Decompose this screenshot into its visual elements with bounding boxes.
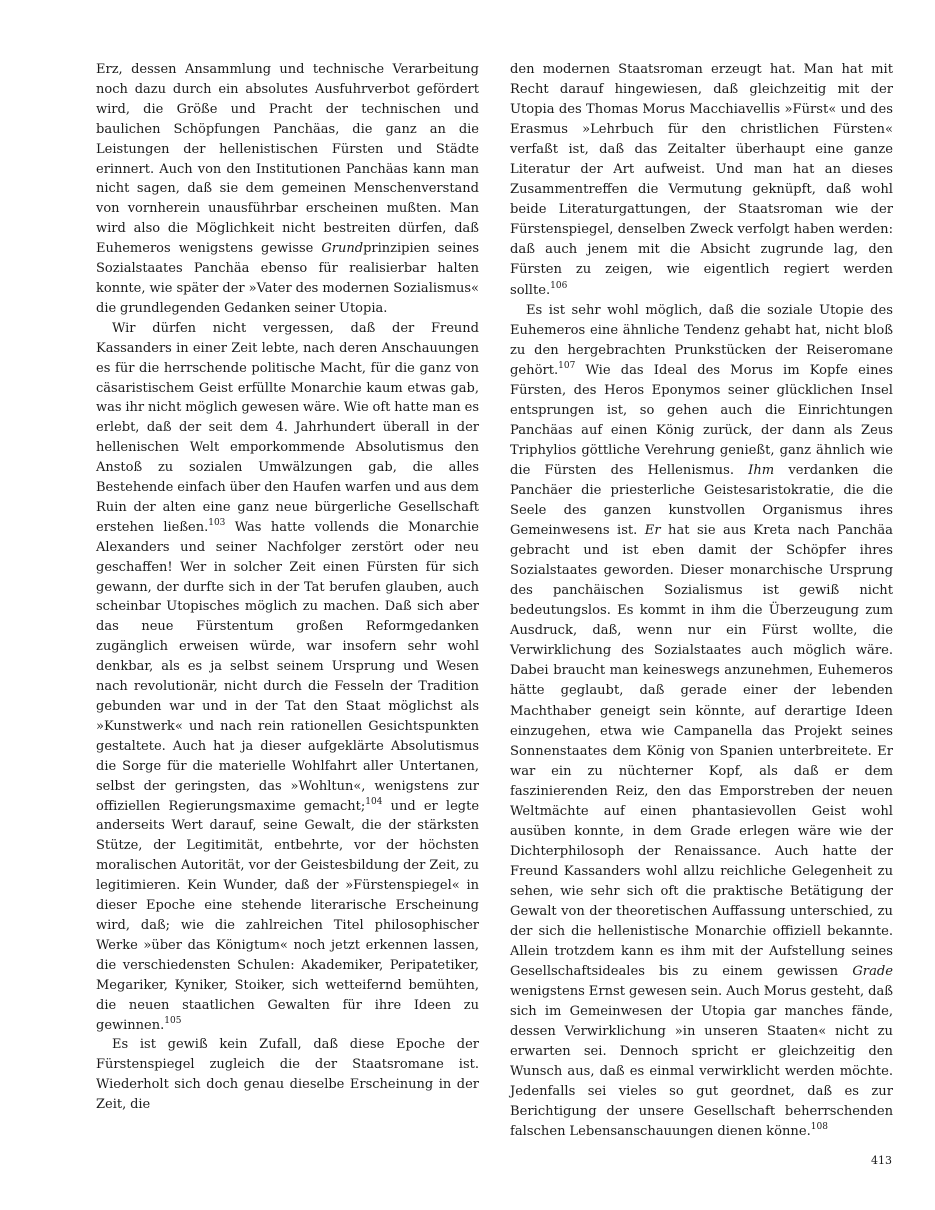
text-run: Es ist gewiß kein Zufall, daß diese Epoche der Fürstenspiegel zugleich die der Staatsromane ist. Wiederholt sich doch genau dieselbe Erscheinung in der Zeit, die (96, 1037, 479, 1113)
text-run: wenigstens Ernst gewesen sein. Auch Morus gesteht, daß sich im Gemeinwesen der Utopia gar manches fände, dessen Verwirklichung »in unseren Staaten« nicht zu erwarten sei. Dennoch spricht er gleichzeitig den Wunsch aus, daß es einmal verwirklicht werden möchte. Jedenfalls sei vieles so gut geordnet, daß es zur Berichtigung der unsere Gesellschaft beherrschenden falschen Lebensanschauungen dienen könne. (510, 984, 893, 1140)
paragraph (510, 60, 893, 301)
text-run: Was hatte vollends die Monarchie Alexanders und seiner Nachfolger zerstört oder neu geschaffen! Wer in solcher Zeit einen Fürsten für sich gewann, der durfte sich in der Tat berufen glauben, auch scheinbar Utopisches möglich zu machen. Daß sich aber das neue Fürstentum großen Reformgedanken zugänglich erweisen würde, war insofern sehr wohl denkbar, als es ja selbst seinem Ursprung und Wesen nach revolutionär, nicht durch die Fesseln der Tradition gebunden war und in der Tat den Staat möglichst als »Kunstwerk« und nach rein rationellen Gesichtspunkten gestaltete. Auch hat ja dieser aufgeklärte Absolutismus die Sorge für die materielle Wohlfahrt aller Untertanen, selbst der geringsten, das »Wohltun«, wenigstens zur offiziellen Regierungsmaxime gemacht; (96, 519, 479, 814)
emphasis: Er (644, 523, 661, 539)
text-run: verdanken die Panchäer die priesterliche Geistesaristokratie, die die Seele des ganzen kunstvollen Organismus ihres Gemeinwesens ist. (510, 462, 894, 539)
footnote-marker: 106 (550, 280, 568, 291)
text-run: und er legte anderseits Wert darauf, seine Gewalt, die der stärksten Stütze, der Legitimität, entbehrte, vor der höchsten moralischen Autorität, vor der Geistesbildung der Zeit, zu legitimieren. Kein Wunder, daß der »Fürstenspiegel« in dieser Epoche eine stehende literarische Erscheinung wird, daß; wie die zahlreichen Titel philosophischer Werke »über das Königtum« noch jetzt erkennen lassen, die verschiedensten Schulen: Akademiker, Peripatetiker, Megariker, Kyniker, Stoiker, sich wetteifernd bemühten, die neuen staatlichen Gewalten für ihre Ideen zu gewinnen. (96, 798, 480, 1033)
footnote-marker: 103 (208, 517, 226, 528)
text-run: hat sie aus Kreta nach Panchäa gebracht und ist eben damit der Schöpfer ihres Sozialstaates geworden. Dieser monarchische Ursprung des panchäischen Sozialismus ist gewiß nicht bedeutungslos. Es kommt in ihm die Überzeugung zum Ausdruck, daß, wenn nur ein Fürst wollte, die Verwirklichung des Sozialstaates auch möglich wäre. Dabei braucht man keineswegs anzunehmen, Euhemeros hätte geglaubt, daß gerade einer der lebenden Machthaber geneigt sein könnte, auf derartige Ideen einzugehen, etwa wie Campanella das Projekt seines Sonnenstaates dem König von Spanien unterbreitete. Er war ein zu nüchterner Kopf, als daß er dem faszinierenden Reiz, den das Emporstreben der neuen Weltmächte auf einen phantasievollen Geist wohl ausüben konnte, in dem Grade erlegen wäre wie der Dichterphilosoph der Renaissance. Auch hatte der Freund Kassanders wohl allzu reichliche Gelegenheit zu sehen, wie sehr sich oft die praktische Betätigung der Gewalt von der theoretischen Auffassung unterschied, zu der sich die hellenistische Monarchie offiziell bekannte. Allein trotzdem kann es ihm mit der Aufstellung seines Gesellschaftsideales bis zu einem gewissen (510, 523, 893, 980)
footnote-marker: 108 (810, 1122, 828, 1133)
text-run: Es ist sehr wohl möglich, daß die soziale Utopie des Euhemeros eine ähnliche Tendenz gehabt hat, nicht bloß zu den hergebrachten Prunkstücken der Reiseromane gehört. (510, 302, 893, 378)
paragraph (96, 319, 479, 1036)
text-run: den modernen Staatsroman erzeugt hat. Man hat mit Recht darauf hingewiesen, daß gleichzeitig mit der Utopia des Thomas Morus Macchiavellis »Fürst« und des Erasmus »Lehrbuch für den christlichen Fürsten« verfaßt ist, daß das Zeitalter überhaupt eine ganze Literatur der Art aufweist. Und man hat an dieses Zusammentreffen die Vermutung geknüpft, daß wohl beide Literaturgattungen, der Staatsroman wie der Fürstenspiegel, denselben Zweck verfolgt haben werden: daß auch jenem mit die Absicht zugrunde lag, den Fürsten zu zeigen, wie eigentlich regiert werden sollte. (510, 62, 893, 298)
emphasis: Ihm (748, 462, 775, 478)
text-run: Wir dürfen nicht vergessen, daß der Freund Kassanders in einer Zeit lebte, nach deren Anschauungen es für die herrschende politische Macht, für die ganz von cäsaristischem Geist erfüllte Monarchie kaum etwas gab, was ihr nicht möglich gewesen wäre. Wie oft hatte man es erlebt, daß der seit dem 4. Jahrhundert überall in der hellenischen Welt emporkommende Absolutismus den Anstoß zu sozialen Umwälzungen gab, die alles Bestehende einfach über den Haufen warfen und aus dem Ruin der alten eine ganz neue bürgerliche Gesellschaft erstehen ließen. (96, 320, 479, 535)
text-run: Wie das Ideal des Morus im Kopfe eines Fürsten, des Heros Eponymos seiner glücklichen Insel entsprungen ist, so gehen auch die Einrichtungen Panchäas auf einen König zurück, der dann als Zeus Triphylios göttliche Verehrung genießt, ganz ähnlich wie die Fürsten des Hellenismus. (510, 362, 893, 478)
right-column (510, 60, 893, 1143)
paragraph (96, 60, 479, 319)
footnote-marker: 107 (558, 360, 576, 371)
page-number: 413 (871, 1154, 892, 1167)
footnote-marker: 105 (164, 1015, 182, 1026)
left-column (96, 60, 479, 1115)
paragraph (96, 1035, 479, 1115)
footnote-marker: 104 (365, 796, 383, 807)
paragraph (510, 301, 893, 1143)
emphasis: Grade (852, 964, 893, 980)
emphasis: Grund (321, 241, 364, 257)
text-run: prinzipien seines Sozialstaates Panchäa ebenso für realisierbar halten konnte, wie später der »Vater des modernen Sozialismus« die grundlegenden Gedanken seiner Utopia. (96, 241, 479, 316)
text-run: Erz, dessen Ansammlung und technische Verarbeitung noch dazu durch ein absolutes Ausfuhrverbot gefördert wird, die Größe und Pracht der technischen und baulichen Schöpfungen Panchäas, die ganz an die Leistungen der hellenistischen Fürsten und Städte erinnert. Auch von den Institutionen Panchäas kann man nicht sagen, daß sie dem gemeinen Menschenverstand von vornherein unausführbar erscheinen mußten. Man wird also die Möglichkeit nicht bestreiten dürfen, daß Euhemeros wenigstens gewisse (96, 62, 479, 257)
